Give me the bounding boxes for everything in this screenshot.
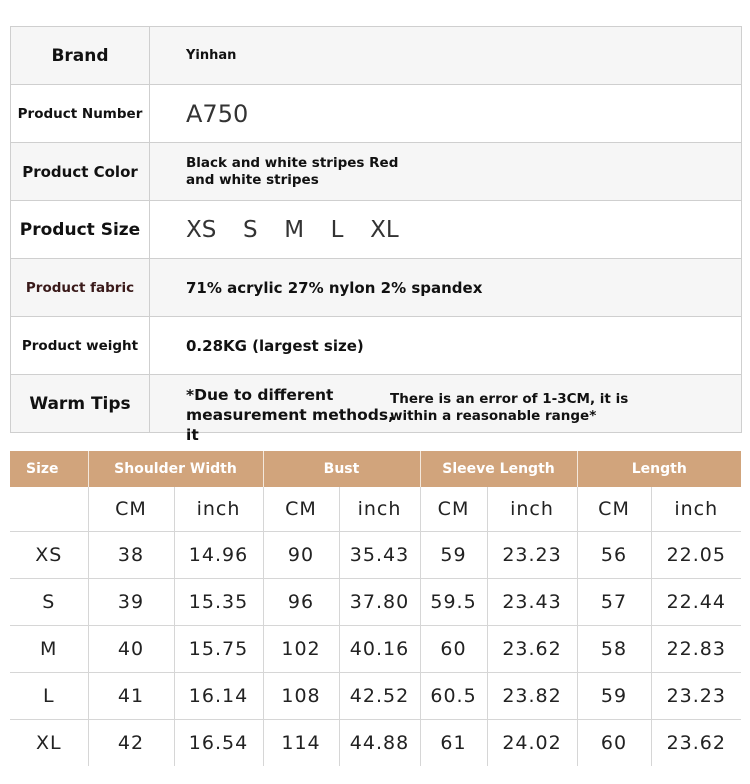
header-shoulder-width: Shoulder Width xyxy=(88,451,263,487)
product-color-cell xyxy=(150,143,742,200)
value-cell: 56 xyxy=(577,532,651,579)
value-cell: 23.62 xyxy=(487,626,577,673)
value-cell: 16.14 xyxy=(174,673,263,720)
product-number-row xyxy=(11,85,742,143)
size-cell: L xyxy=(10,673,88,720)
value-cell: 16.54 xyxy=(174,720,263,767)
warm-tips-label: Warm Tips xyxy=(11,375,150,432)
table-row xyxy=(10,673,741,720)
size-chart-table xyxy=(10,451,741,766)
value-cell: 22.05 xyxy=(651,532,741,579)
value-cell: 22.44 xyxy=(651,579,741,626)
value-cell: 22.83 xyxy=(651,626,741,673)
header-size: Size xyxy=(10,451,88,487)
unit-cell: inch xyxy=(174,487,263,532)
size-cell: XL xyxy=(10,720,88,767)
value-cell: 60 xyxy=(420,626,487,673)
warm-tips-row xyxy=(11,375,742,444)
value-cell: 40.16 xyxy=(339,626,420,673)
unit-cell: CM xyxy=(577,487,651,532)
value-cell: 60.5 xyxy=(420,673,487,720)
warm-tips-cell xyxy=(150,375,742,444)
product-number-label: Product Number xyxy=(11,85,150,142)
value-cell: 102 xyxy=(263,626,339,673)
unit-cell: CM xyxy=(420,487,487,532)
value-cell: 15.35 xyxy=(174,579,263,626)
value-cell: 37.80 xyxy=(339,579,420,626)
product-size-value: XS S M L XL xyxy=(150,201,742,258)
product-color-value: Black and white stripes Red and white stripes xyxy=(186,154,399,188)
product-color-label: Product Color xyxy=(11,143,150,200)
value-cell: 23.62 xyxy=(666,732,726,754)
value-cell: 61 xyxy=(420,720,487,767)
table-row xyxy=(10,626,741,673)
size-cell: S xyxy=(10,579,88,626)
value-cell: 59 xyxy=(420,532,487,579)
value-cell: 58 xyxy=(577,626,651,673)
table-row xyxy=(10,579,741,626)
units-blank xyxy=(10,487,88,532)
warm-tips-text xyxy=(186,375,741,444)
value-cell: 35.43 xyxy=(339,532,420,579)
value-cell: 42 xyxy=(88,720,174,767)
header-bust: Bust xyxy=(263,451,420,487)
value-cell: 57 xyxy=(577,579,651,626)
unit-cell: inch xyxy=(651,487,741,532)
value-cell: 38 xyxy=(88,532,174,579)
brand-row xyxy=(11,27,742,85)
value-cell: 15.75 xyxy=(174,626,263,673)
unit-cell: inch xyxy=(487,487,577,532)
unit-cell: CM xyxy=(88,487,174,532)
product-number-value: A750 xyxy=(150,85,742,142)
value-cell: 23.23 xyxy=(487,532,577,579)
size-cell: M xyxy=(10,626,88,673)
value-cell: 24.02 xyxy=(487,720,577,767)
header-sleeve-length: Sleeve Length xyxy=(420,451,577,487)
warm-tips-text-a: *Due to different measurement methods, it xyxy=(186,386,395,444)
unit-cell: CM xyxy=(263,487,339,532)
value-cell: 44.88 xyxy=(339,720,420,767)
size-cell: XS xyxy=(10,532,88,579)
table-row xyxy=(10,720,741,767)
value-cell: 114 xyxy=(263,720,339,767)
value-cell: 90 xyxy=(263,532,339,579)
product-fabric-label: Product fabric xyxy=(11,259,150,316)
product-weight-row xyxy=(11,317,742,375)
brand-label: Brand xyxy=(11,27,150,84)
unit-cell: inch xyxy=(339,487,420,532)
warm-tips-text-b: There is an error of 1-3CM, it is within a reasonable range* xyxy=(390,391,629,424)
value-cell: 60 xyxy=(577,720,651,767)
product-weight-label: Product weight xyxy=(11,317,150,374)
value-cell: 59.5 xyxy=(420,579,487,626)
value-cell: 40 xyxy=(88,626,174,673)
value-cell: 41 xyxy=(88,673,174,720)
value-cell: 23.23 xyxy=(651,673,741,720)
value-cell: 23.43 xyxy=(487,579,577,626)
table-row xyxy=(10,532,741,579)
product-weight-value: 0.28KG (largest size) xyxy=(150,317,742,374)
value-cell: 14.96 xyxy=(174,532,263,579)
size-chart-header-row xyxy=(10,451,741,487)
units-row xyxy=(10,487,741,532)
value-cell: 23.82 xyxy=(487,673,577,720)
header-length: Length xyxy=(577,451,741,487)
product-color-row xyxy=(11,143,742,201)
product-info-table xyxy=(10,26,742,444)
value-cell: 96 xyxy=(263,579,339,626)
product-size-row xyxy=(11,201,742,259)
value-cell: 39 xyxy=(88,579,174,626)
value-cell: 59 xyxy=(577,673,651,720)
value-cell: 108 xyxy=(263,673,339,720)
product-fabric-value: 71% acrylic 27% nylon 2% spandex xyxy=(150,259,742,316)
product-fabric-row xyxy=(11,259,742,317)
brand-value: Yinhan xyxy=(150,27,742,84)
value-cell: 42.52 xyxy=(339,673,420,720)
product-size-label: Product Size xyxy=(11,201,150,258)
